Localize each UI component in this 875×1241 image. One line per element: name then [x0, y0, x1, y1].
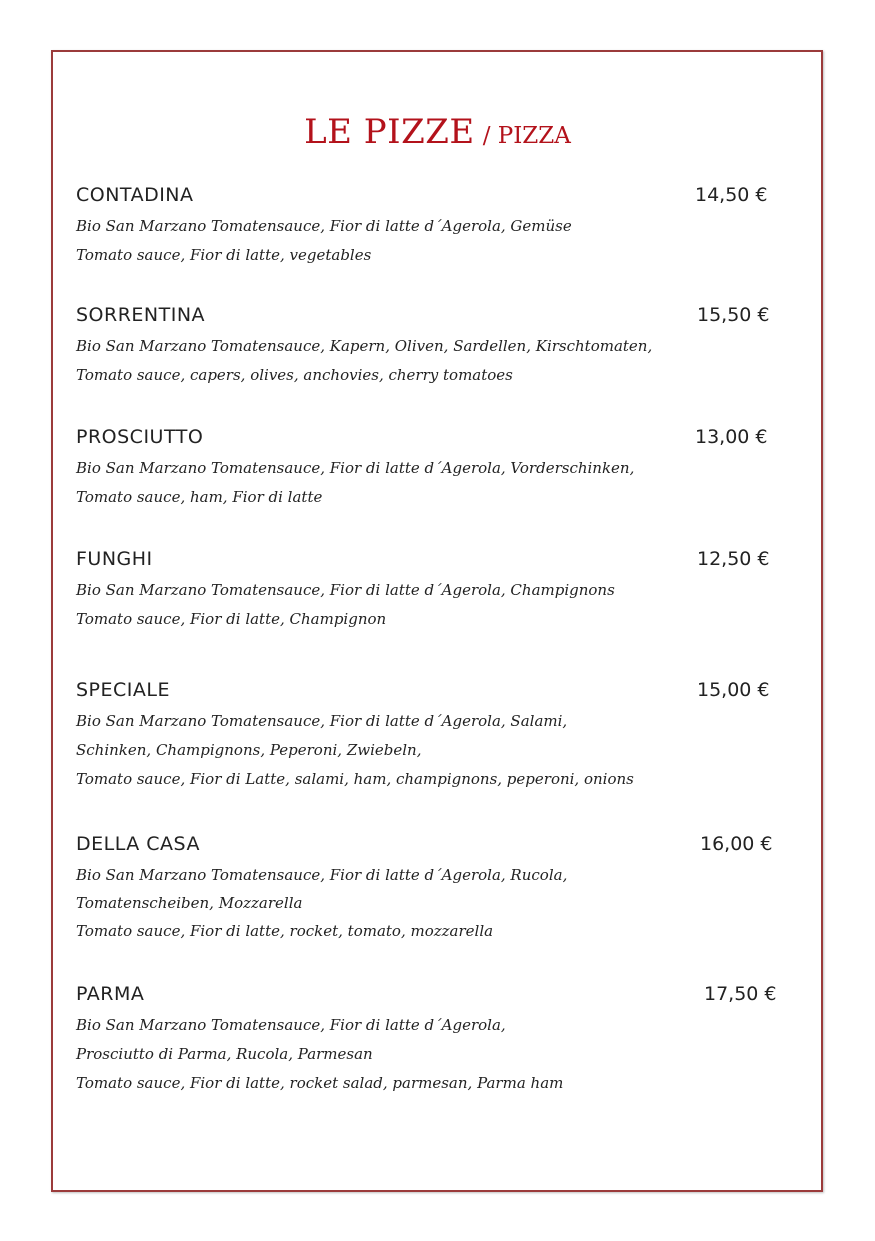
- menu-item-name: DELLA CASA: [76, 833, 200, 855]
- menu-item-description: [76, 707, 786, 794]
- menu-item-price: 12,50 €: [697, 548, 770, 570]
- menu-item-price: 14,50 €: [695, 184, 768, 206]
- description-line: Tomato sauce, Fior di Latte, salami, ham, champignons, peperoni, onions: [76, 770, 634, 788]
- menu-item-description: [76, 576, 786, 634]
- description-line: Tomato sauce, Fior di latte, rocket, tomato, mozzarella: [76, 922, 494, 940]
- description-line: Prosciutto di Parma, Rucola, Parmesan: [76, 1045, 373, 1063]
- menu-item-speciale: [76, 679, 786, 794]
- description-line: Bio San Marzano Tomatensauce, Fior di latte d´Agerola, Champignons: [76, 581, 615, 599]
- description-line: Schinken, Champignons, Peperoni, Zwiebeln,: [76, 741, 422, 759]
- description-line: Bio San Marzano Tomatensauce, Fior di latte d´Agerola, Vorderschinken,: [76, 459, 635, 477]
- menu-item-name: CONTADINA: [76, 184, 194, 206]
- menu-item-description: [76, 212, 786, 270]
- description-line: Bio San Marzano Tomatensauce, Fior di latte d´Agerola, Gemüse: [76, 217, 572, 235]
- description-line: Tomato sauce, ham, Fior di latte: [76, 488, 323, 506]
- description-line: Tomato sauce, Fior di latte, Champignon: [76, 610, 387, 628]
- description-line: Bio San Marzano Tomatensauce, Kapern, Oliven, Sardellen, Kirschtomaten,: [76, 337, 653, 355]
- menu-item-name: FUNGHI: [76, 548, 153, 570]
- menu-title: [0, 112, 875, 152]
- menu-item-name: SPECIALE: [76, 679, 170, 701]
- menu-item-contadina: [76, 184, 786, 270]
- menu-item-price: 15,00 €: [697, 679, 770, 701]
- description-line: Bio San Marzano Tomatensauce, Fior di latte d´Agerola, Salami,: [76, 712, 568, 730]
- description-line: Tomato sauce, capers, olives, anchovies, cherry tomatoes: [76, 366, 513, 384]
- menu-item-price: 15,50 €: [697, 304, 770, 326]
- menu-item-price: 13,00 €: [695, 426, 768, 448]
- description-line: Bio San Marzano Tomatensauce, Fior di latte d´Agerola, Rucola,: [76, 866, 568, 884]
- menu-item-name: PROSCIUTTO: [76, 426, 204, 448]
- menu-item-description: [76, 1011, 786, 1098]
- menu-item-description: [76, 861, 786, 945]
- menu-item-price: 16,00 €: [700, 833, 773, 855]
- menu-item-prosciutto: [76, 426, 786, 512]
- menu-item-parma: [76, 983, 786, 1098]
- menu-item-description: [76, 454, 786, 512]
- menu-item-della-casa: [76, 833, 786, 945]
- description-line: Tomato sauce, Fior di latte, rocket salad, parmesan, Parma ham: [76, 1074, 564, 1092]
- menu-title-secondary: / PIZZA: [482, 123, 571, 149]
- menu-item-description: [76, 332, 786, 390]
- menu-item-sorrentina: [76, 304, 786, 390]
- menu-item-name: PARMA: [76, 983, 145, 1005]
- description-line: Tomato sauce, Fior di latte, vegetables: [76, 246, 372, 264]
- description-line: Tomatenscheiben, Mozzarella: [76, 894, 303, 912]
- description-line: Bio San Marzano Tomatensauce, Fior di latte d´Agerola,: [76, 1016, 506, 1034]
- menu-title-main: LE PIZZE: [304, 112, 475, 152]
- menu-item-price: 17,50 €: [704, 983, 777, 1005]
- menu-item-name: SORRENTINA: [76, 304, 206, 326]
- menu-item-funghi: [76, 548, 786, 634]
